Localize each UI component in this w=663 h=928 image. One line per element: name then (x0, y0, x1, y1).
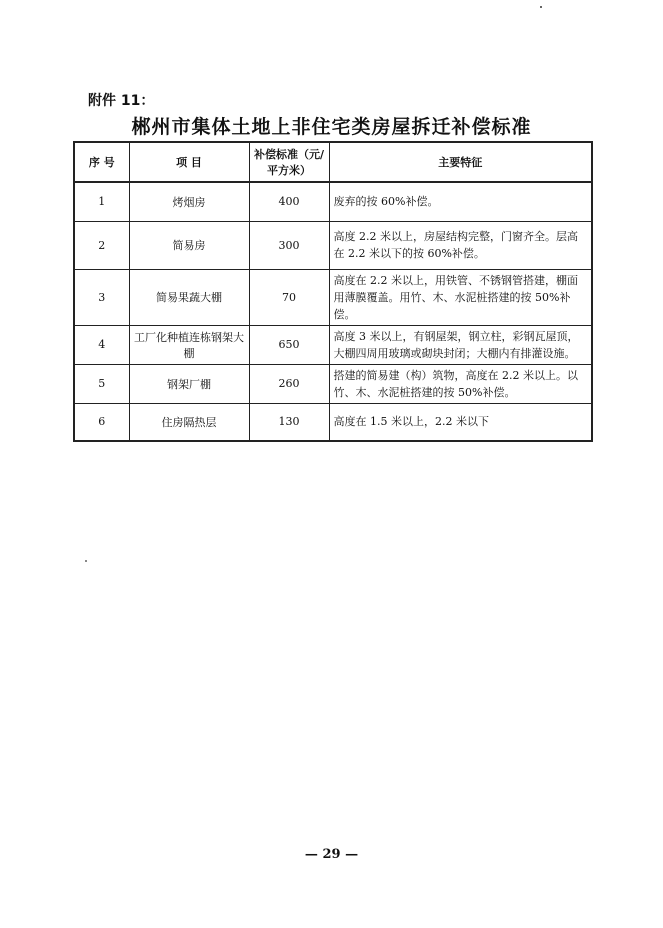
row-standard: 70 (249, 269, 329, 325)
row-item: 烤烟房 (129, 182, 249, 221)
row-seq: 3 (74, 269, 129, 325)
row-features: 高度 2.2 米以上，房屋结构完整，门窗齐全。层高在 2.2 米以下的按 60%补偿。 (329, 221, 592, 269)
row-item: 简易果蔬大棚 (129, 269, 249, 325)
table-row (74, 325, 592, 364)
row-seq: 6 (74, 403, 129, 441)
row-standard: 260 (249, 364, 329, 403)
scan-speck (540, 6, 542, 8)
row-features: 高度 3 米以上，有钢屋架，钢立柱，彩钢瓦屋顶，大棚四周用玻璃或砌块封闭；大棚内有排灌设施。 (329, 325, 592, 364)
row-features: 高度在 1.5 米以上，2.2 米以下 (329, 403, 592, 441)
row-seq: 4 (74, 325, 129, 364)
header-item: 项 目 (129, 142, 249, 182)
row-standard: 130 (249, 403, 329, 441)
table-header-row (74, 142, 592, 182)
row-item: 钢架厂棚 (129, 364, 249, 403)
row-features: 废弃的按 60%补偿。 (329, 182, 592, 221)
header-standard-line1: 补偿标准（元/ (253, 148, 325, 161)
header-standard (249, 142, 329, 182)
scan-speck (85, 560, 87, 562)
table-row (74, 403, 592, 441)
row-item: 住房隔热层 (129, 403, 249, 441)
row-seq: 5 (74, 364, 129, 403)
table-row (74, 364, 592, 403)
row-standard: 650 (249, 325, 329, 364)
row-seq: 1 (74, 182, 129, 221)
row-standard: 400 (249, 182, 329, 221)
header-standard-line2: 平方米） (267, 164, 311, 177)
row-features: 高度在 2.2 米以上，用铁管、不锈钢管搭建，棚面用薄膜覆盖。用竹、木、水泥桩搭建的按 50%补偿。 (329, 269, 592, 325)
page-number: — 29 — (304, 847, 359, 862)
row-item: 简易房 (129, 221, 249, 269)
row-seq: 2 (74, 221, 129, 269)
row-standard: 300 (249, 221, 329, 269)
table-row (74, 269, 592, 325)
document-title: 郴州市集体土地上非住宅类房屋拆迁补偿标准 (131, 116, 532, 138)
row-features: 搭建的简易建（构）筑物，高度在 2.2 米以上。以竹、木、水泥桩搭建的按 50%补偿。 (329, 364, 592, 403)
attachment-label: 附件 11： (88, 93, 155, 109)
table-row (74, 182, 592, 221)
header-seq: 序 号 (74, 142, 129, 182)
header-features: 主要特征 (329, 142, 592, 182)
row-item: 工厂化种植连栋钢架大棚 (129, 325, 249, 364)
table-row (74, 221, 592, 269)
compensation-table (73, 141, 593, 442)
